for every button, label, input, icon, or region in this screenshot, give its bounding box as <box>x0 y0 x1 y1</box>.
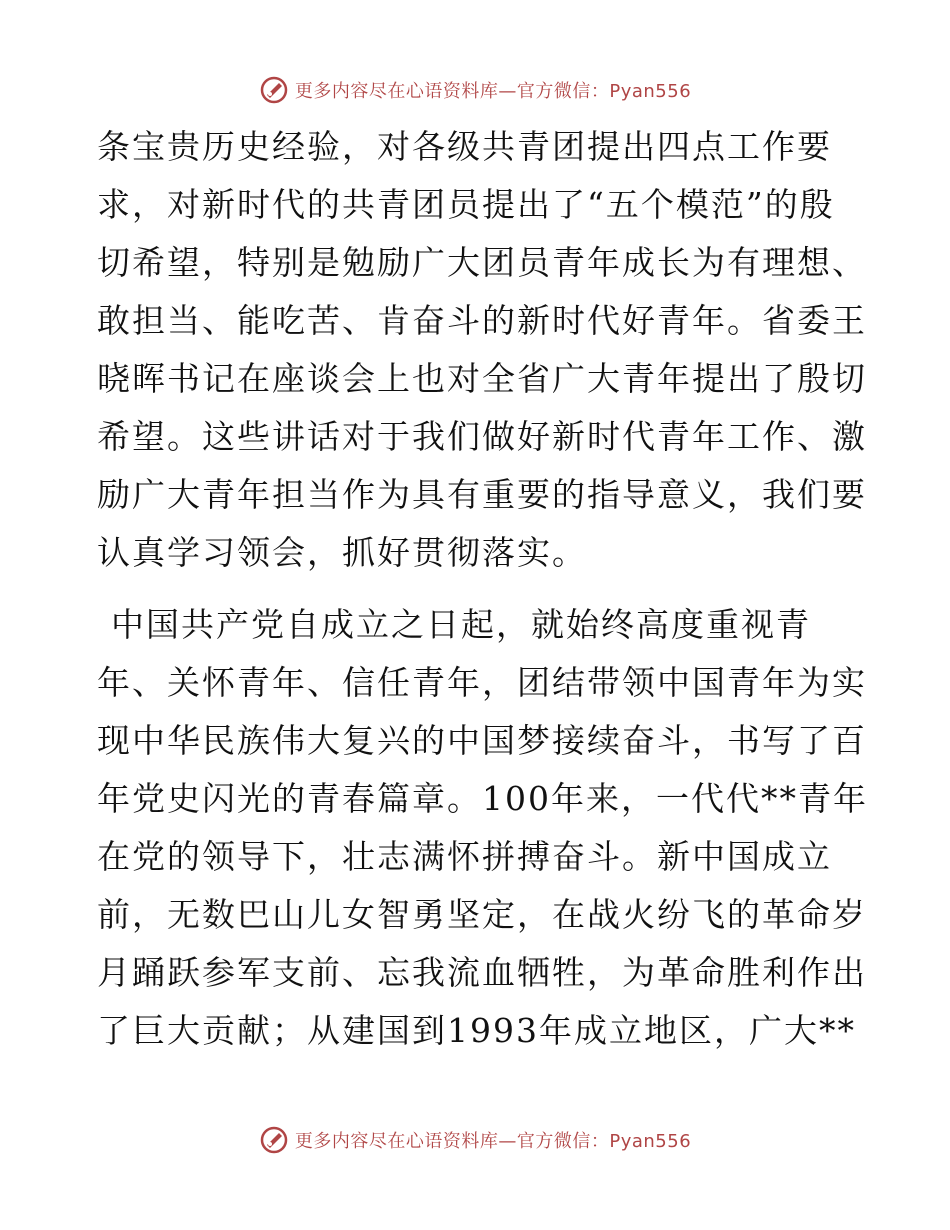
text-line: 条宝贵历史经验，对各级共青团提出四点工作要 <box>97 127 832 166</box>
text-line: 励广大青年担当作为具有重要的指导意义，我们要 <box>97 475 867 514</box>
footer-watermark <box>0 1120 950 1160</box>
text-line: 现中华民族伟大复兴的中国梦接续奋斗，书写了百 <box>97 721 867 760</box>
text-line: 了巨大贡献；从建国到1993年成立地区，广大** <box>97 1011 856 1050</box>
brand-logo-icon <box>259 75 289 105</box>
text-line: 认真学习领会，抓好贯彻落实。 <box>97 533 587 572</box>
paragraph-1 <box>97 118 867 582</box>
brand-logo-icon <box>259 1125 289 1155</box>
document-body <box>97 118 868 1060</box>
text-line: 切希望，特别是勉励广大团员青年成长为有理想、 <box>97 243 867 282</box>
text-line: 希望。这些讲话对于我们做好新时代青年工作、激 <box>97 417 867 456</box>
text-line: 年、关怀青年、信任青年，团结带领中国青年为实 <box>97 663 867 702</box>
text-line: 晓晖书记在座谈会上也对全省广大青年提出了殷切 <box>97 359 867 398</box>
text-line: 前，无数巴山儿女智勇坚定，在战火纷飞的革命岁 <box>97 895 867 934</box>
text-line: 中国共产党自成立之日起，就始终高度重视青 <box>111 605 811 644</box>
text-line: 敢担当、能吃苦、肯奋斗的新时代好青年。省委王 <box>97 301 867 340</box>
header-watermark <box>0 70 950 110</box>
text-line: 月踊跃参军支前、忘我流血牺牲，为革命胜利作出 <box>97 953 867 992</box>
watermark-text: 更多内容尽在心语资料库—官方微信：Pyan556 <box>294 1131 692 1152</box>
text-line: 在党的领导下，壮志满怀拼搏奋斗。新中国成立 <box>97 837 832 876</box>
text-line: 年党史闪光的青春篇章。100年来，一代代**青年 <box>97 779 868 818</box>
watermark-text: 更多内容尽在心语资料库—官方微信：Pyan556 <box>294 81 692 102</box>
text-line: 求，对新时代的共青团员提出了“五个模范”的殷 <box>97 185 835 224</box>
paragraph-2 <box>97 596 868 1060</box>
